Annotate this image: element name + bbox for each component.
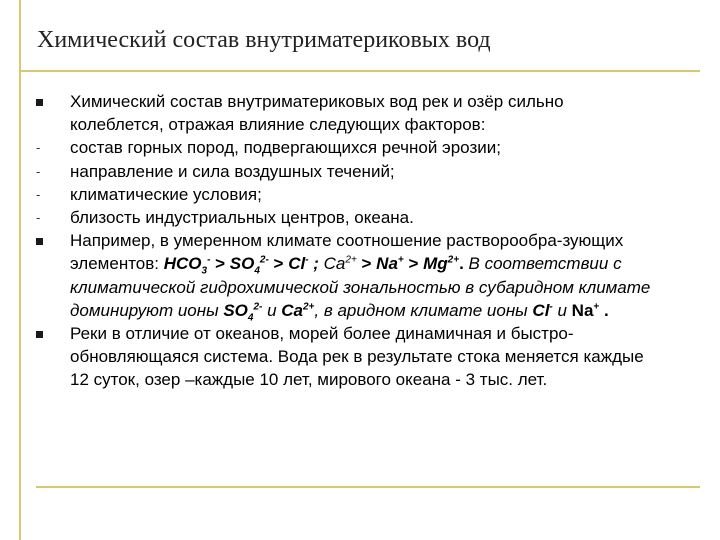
list-item xyxy=(36,322,656,392)
slide-title: Химический состав внутриматериковых вод xyxy=(37,27,491,53)
dash-bullet: - xyxy=(36,186,41,202)
list-item xyxy=(36,90,656,136)
item-text: состав горных пород, подвергающихся речной эрозии; xyxy=(70,138,501,158)
square-bullet-icon xyxy=(36,238,43,245)
square-bullet-icon xyxy=(36,99,43,106)
item-text: направление и сила воздушных течений; xyxy=(70,161,395,181)
list-item xyxy=(36,183,656,206)
dash-bullet: - xyxy=(36,210,41,226)
dash-bullet: - xyxy=(36,163,41,179)
item-text: Реки в отличие от океанов, морей более динамичная и быстро-обновляющаяся система. Вода рек в результате стока меняется каждые 12 суток, озер –каждые 10 лет, мирового океана - 3 тыс. лет. xyxy=(70,324,644,390)
bottom-rule xyxy=(36,486,700,488)
dash-bullet: - xyxy=(36,140,41,156)
slide-body xyxy=(36,90,656,392)
item-text: Химический состав внутриматериковых вод рек и озёр сильно колеблется, отражая влияние следующих факторов: xyxy=(70,92,564,135)
title-underline-rule xyxy=(19,70,700,72)
list-item xyxy=(36,206,656,229)
item-text: Например, в умеренном климате соотношение растворообра-зующих элементов: $HCO_3^- > SO_4^{2-} > Cl^-$ ; $Ca^{2+} > Na^+ > Mg^{2+}$. В соответствии с климатической гидрохимической зональностью в субаридном климате доминируют ионы $SO_4^{2-}$ и $Ca^{2+}$, в аридном климате ионы Cl- и Na+ . xyxy=(70,231,651,324)
item-text: близость индустриальных центров, океана. xyxy=(70,208,414,228)
item-text: климатические условия; xyxy=(70,184,262,204)
left-vertical-rule xyxy=(19,0,21,540)
list-item xyxy=(36,229,656,322)
square-bullet-icon xyxy=(36,331,43,338)
list-item xyxy=(36,136,656,159)
list-item xyxy=(36,160,656,183)
